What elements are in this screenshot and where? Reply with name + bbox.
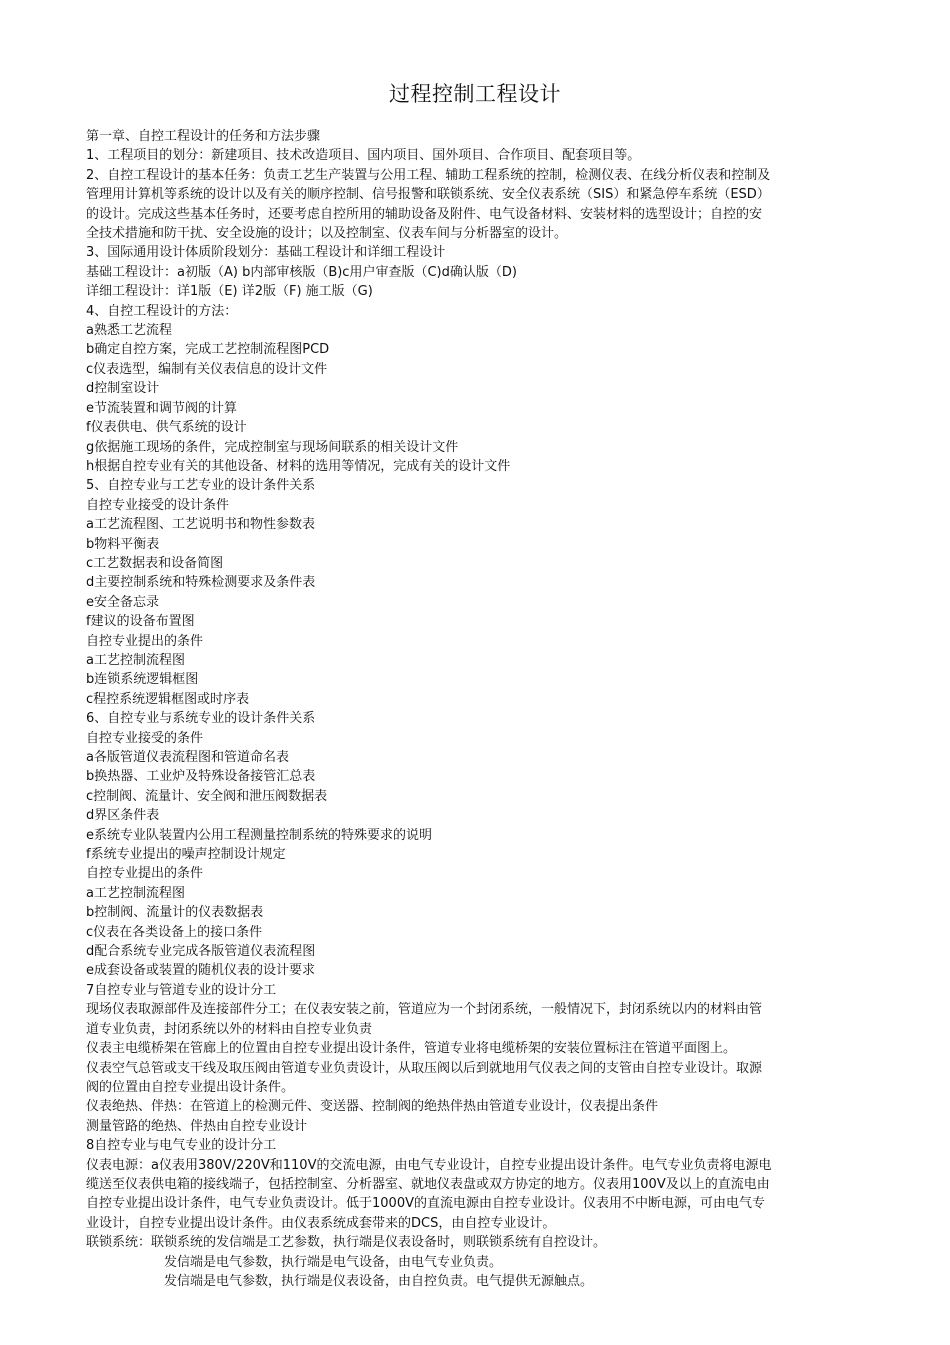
text-line: b物料平衡表 [86,536,160,552]
text-line: 自控专业提出的条件 [86,866,204,882]
text-line: a工艺流程图、工艺说明书和物性参数表 [86,517,315,533]
text-line: c控制阀、流量计、安全阀和泄压阀数据表 [86,788,328,804]
text-line: b控制阀、流量计的仪表数据表 [86,905,264,921]
text-line: 基础工程设计：a初版（A) b内部审核版（B)c用户审查版（C)d确认版（D) [86,264,517,280]
text-line: 7自控专业与管道专业的设计分工 [86,982,277,998]
text-line: 8自控专业与电气专业的设计分工 [86,1138,277,1154]
text-line: g依据施工现场的条件，完成控制室与现场间联系的相关设计文件 [86,439,459,455]
indented-text-line: 发信端是电气参数，执行端是仪表设备，由自控负责。电气提供无源触点。 [164,1273,594,1289]
text-line: d配合系统专业完成各版管道仪表流程图 [86,944,316,960]
text-line: c仪表在各类设备上的接口条件 [86,924,263,940]
text-line: f建议的设备布置图 [86,614,195,630]
text-line: 阀的位置由自控专业提出设计条件。 [86,1079,295,1095]
text-line: 自控专业提出设计条件，电气专业负责设计。低于1000V的直流电源由自控专业设计。仪表用不中断电源，可由电气专 [86,1196,765,1212]
text-line: d控制室设计 [86,381,160,397]
text-line: 1、工程项目的划分：新建项目、技术改造项目、国内项目、国外项目、合作项目、配套项目等。 [86,148,641,164]
text-line: f仪表供电、供气系统的设计 [86,420,247,436]
text-line: 仪表主电缆桥架在管廊上的位置由自控专业提出设计条件，管道专业将电缆桥架的安装位置标注在管道平面图上。 [86,1041,737,1057]
text-line: 详细工程设计：详1版（E) 详2版（F) 施工版（G) [86,284,373,300]
text-line: 仪表绝热、伴热：在管道上的检测元件、变送器、控制阀的绝热伴热由管道专业设计，仪表提出条件 [86,1099,659,1115]
text-line: 仪表电源：a仪表用380V/220V和110V的交流电源，由电气专业设计，自控专业提出设计条件。电气专业负责将电源电 [86,1157,772,1173]
text-line: 测量管路的绝热、伴热由自控专业设计 [86,1118,308,1134]
text-line: 全技术措施和防干扰、安全设施的设计；以及控制室、仪表车间与分析器室的设计。 [86,226,568,242]
text-line: h根据自控专业有关的其他设备、材料的选用等情况，完成有关的设计文件 [86,458,511,474]
text-line: f系统专业提出的噪声控制设计规定 [86,847,286,863]
text-line: e系统专业队装置内公用工程测量控制系统的特殊要求的说明 [86,827,432,843]
text-line: a工艺控制流程图 [86,652,185,668]
document-title: 过程控制工程设计 [389,82,561,106]
text-line: 3、国际通用设计体质阶段划分：基础工程设计和详细工程设计 [86,245,446,261]
text-line: 道专业负责，封闭系统以外的材料由自控专业负责 [86,1021,373,1037]
text-line: 缆送至仪表供电箱的接线端子，包括控制室、分析器室、就地仪表盘或双方协定的地方。仪表用100V及以上的直流电由 [86,1176,770,1192]
indented-text-line: 发信端是电气参数，执行端是电气设备，由电气专业负责。 [164,1254,503,1270]
document-body [86,127,862,1291]
text-line: c程控系统逻辑框图或时序表 [86,691,250,707]
text-line: 联锁系统：联锁系统的发信端是工艺参数，执行端是仪表设备时，则联锁系统有自控设计。 [86,1235,607,1251]
text-line: 仪表空气总管或支干线及取压阀由管道专业负责设计，从取压阀以后到就地用气仪表之间的支管由自控专业设计。取源 [86,1060,763,1076]
text-line: e安全备忘录 [86,594,159,610]
text-line: c工艺数据表和设备简图 [86,555,224,571]
text-line: 5、自控专业与工艺专业的设计条件关系 [86,478,316,494]
text-line: 管理用计算机等系统的设计以及有关的顺序控制、信号报警和联锁系统、安全仪表系统（SIS）和紧急停车系统（ESD） [86,187,770,203]
text-line: 2、自控工程设计的基本任务：负责工艺生产装置与公用工程、辅助工程系统的控制，检测仪表、在线分析仪表和控制及 [86,167,771,183]
text-line: a各版管道仪表流程图和管道命名表 [86,750,289,765]
text-line: e节流装置和调节阀的计算 [86,400,237,416]
text-line: b换热器、工业炉及特殊设备接管汇总表 [86,769,316,785]
text-line: 6、自控专业与系统专业的设计条件关系 [86,711,316,727]
text-line: e成套设备或装置的随机仪表的设计要求 [86,963,315,979]
text-line: 自控专业接受的设计条件 [86,497,230,513]
text-line: 自控专业接受的条件 [86,730,204,746]
text-line: 自控专业提出的条件 [86,633,204,649]
text-line: b连锁系统逻辑框图 [86,672,199,688]
text-line: 业设计，自控专业提出设计条件。由仪表系统成套带来的DCS，由自控专业设计。 [86,1215,556,1231]
text-line: b确定自控方案，完成工艺控制流程图PCD [86,342,330,358]
text-line: a工艺控制流程图 [86,885,185,901]
text-line: 第一章、自控工程设计的任务和方法步骤 [86,129,321,144]
text-line: d界区条件表 [86,808,160,824]
text-line: a熟悉工艺流程 [86,323,172,339]
text-line: 现场仪表取源部件及连接部件分工；在仪表安装之前，管道应为一个封闭系统，一般情况下，封闭系统以内的材料由管 [86,1002,763,1018]
text-line: d主要控制系统和特殊检测要求及条件表 [86,575,316,591]
text-line: c仪表选型，编制有关仪表信息的设计文件 [86,361,328,377]
text-line: 4、自控工程设计的方法： [86,303,238,319]
text-line: 的设计。完成这些基本任务时，还要考虑自控所用的辅助设备及附件、电气设备材料、安装材料的选型设计；自控的安 [86,206,763,222]
